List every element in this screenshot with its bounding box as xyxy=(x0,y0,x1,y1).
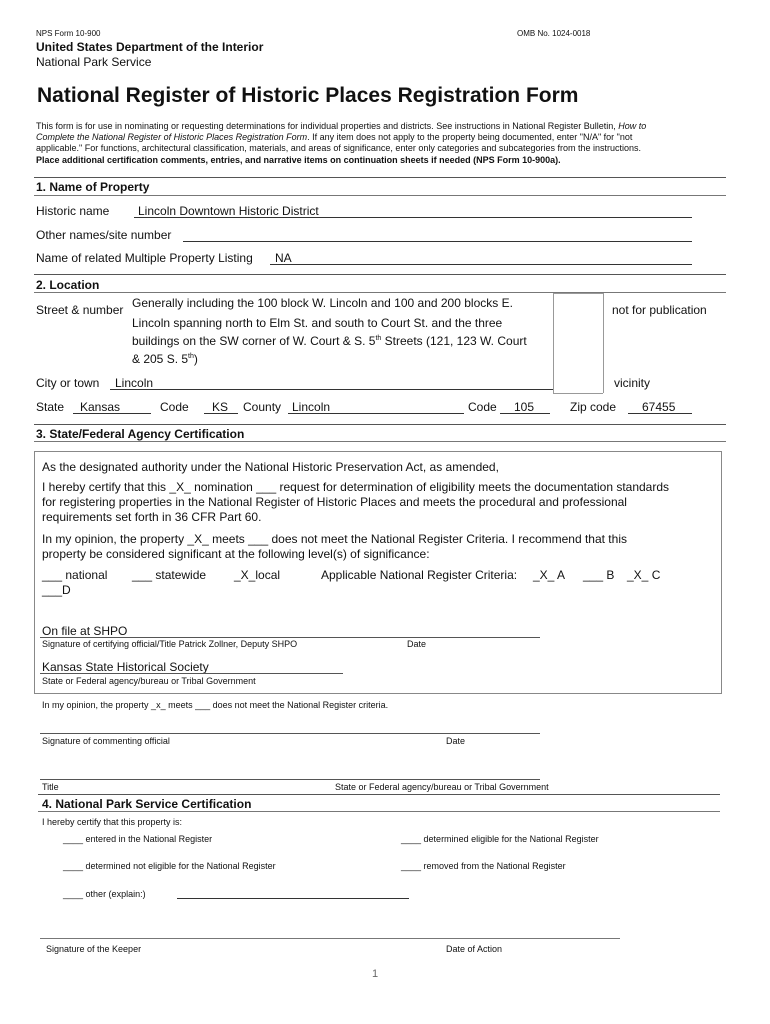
option-checkbox[interactable]: ____ xyxy=(63,861,84,871)
city-field[interactable]: Lincoln xyxy=(115,376,154,390)
criterion-label: B xyxy=(606,568,615,582)
criteria-label: Applicable National Register Criteria: xyxy=(321,568,518,582)
intro-line-1 xyxy=(36,121,646,131)
field-underline xyxy=(500,413,550,414)
opinion-line-1 xyxy=(42,532,627,546)
option-checkbox[interactable]: ____ xyxy=(63,889,84,899)
box-divider xyxy=(603,293,604,393)
superscript: th xyxy=(375,335,382,342)
option-entered[interactable] xyxy=(63,834,212,844)
level-label: statewide xyxy=(155,568,207,582)
page-number: 1 xyxy=(372,968,379,980)
level-local[interactable] xyxy=(234,568,280,582)
action-date-label: Date of Action xyxy=(446,944,503,954)
criterion-d[interactable] xyxy=(42,583,71,597)
agency-field[interactable]: Kansas State Historical Society xyxy=(42,660,209,674)
comment-opinion: In my opinion, the property _x_ meets ___ does not meet the National Register criteria. xyxy=(42,700,389,710)
nomination-checkbox[interactable]: _X_ xyxy=(169,480,191,494)
divider xyxy=(34,441,726,442)
service-name: National Park Service xyxy=(36,55,152,69)
certify-line-3: requirements set forth in 36 CFR Part 60. xyxy=(42,510,262,524)
option-other[interactable] xyxy=(63,889,146,899)
certify-text: I hereby certify that this xyxy=(42,480,170,494)
title-agency-label: State or Federal agency/bureau or Tribal Government xyxy=(335,782,549,792)
intro-text: . If any item does not apply to the property being documented, enter "N/A" for "not xyxy=(307,132,633,142)
level-checkbox[interactable]: _X_ xyxy=(234,568,256,582)
divider xyxy=(38,794,720,795)
department-name: United States Department of the Interior xyxy=(36,40,264,54)
box-divider xyxy=(553,393,603,394)
criterion-a[interactable] xyxy=(533,568,565,582)
level-national[interactable] xyxy=(42,568,107,582)
option-label: determined not eligible for the National Register xyxy=(85,861,276,871)
section-3-heading: 3. State/Federal Agency Certification xyxy=(36,427,245,441)
intro-line-2 xyxy=(36,132,632,142)
related-listing-label: Name of related Multiple Property Listing xyxy=(36,251,253,265)
form-number: NPS Form 10-900 xyxy=(36,29,101,38)
level-checkbox[interactable]: ___ xyxy=(132,568,153,582)
agency-line xyxy=(40,673,343,674)
comment-signature-line xyxy=(40,733,540,734)
signature-label: Signature of certifying official/Title Patrick Zollner, Deputy SHPO xyxy=(42,639,298,649)
certify-text: nomination ___ request for determination of eligibility meets the documentation standards xyxy=(190,480,670,494)
divider xyxy=(38,811,720,812)
intro-text: This form is for use in nominating or requesting determinations for individual properties and districts. See instructions in National Register Bulletin, xyxy=(36,121,619,131)
city-label: City or town xyxy=(36,376,100,390)
field-underline xyxy=(288,413,464,414)
omb-number: OMB No. 1024-0018 xyxy=(517,29,591,38)
option-not-eligible[interactable] xyxy=(63,861,276,871)
field-underline xyxy=(204,413,238,414)
level-label: local xyxy=(255,568,281,582)
field-underline xyxy=(73,413,151,414)
title-label: Title xyxy=(42,782,59,792)
divider xyxy=(34,292,726,293)
keeper-signature-line xyxy=(40,938,620,939)
option-label: determined eligible for the National Register xyxy=(423,834,599,844)
other-names-label: Other names/site number xyxy=(36,228,172,242)
divider xyxy=(34,195,726,196)
opinion-text: In my opinion, the property xyxy=(42,532,188,546)
county-label: County xyxy=(243,400,282,414)
section-2-heading: 2. Location xyxy=(36,278,100,292)
agency-label: State or Federal agency/bureau or Tribal Government xyxy=(42,676,256,686)
nps-certify-text: I hereby certify that this property is: xyxy=(42,817,183,827)
zip-field[interactable]: 67455 xyxy=(642,400,676,414)
field-underline xyxy=(134,217,692,218)
field-underline xyxy=(628,413,692,414)
divider xyxy=(34,424,726,425)
historic-name-field[interactable]: Lincoln Downtown Historic District xyxy=(138,204,319,218)
street-line-4[interactable] xyxy=(132,352,198,366)
option-checkbox[interactable]: ____ xyxy=(63,834,84,844)
divider xyxy=(34,274,726,275)
box-divider xyxy=(553,293,554,393)
superscript: th xyxy=(188,353,194,360)
level-checkbox[interactable]: ___ xyxy=(42,568,63,582)
title-line xyxy=(40,779,540,780)
signature-field[interactable]: On file at SHPO xyxy=(42,624,128,638)
criterion-label: A xyxy=(557,568,566,582)
criterion-checkbox[interactable]: ___ xyxy=(42,583,63,597)
county-field[interactable]: Lincoln xyxy=(292,400,331,414)
certify-line-2: for registering properties in the National Register of Historic Places and meets the procedural and professional xyxy=(42,495,627,509)
state-code-field[interactable]: KS xyxy=(212,400,229,414)
option-removed[interactable] xyxy=(401,861,566,871)
divider xyxy=(34,177,726,178)
option-checkbox[interactable]: ____ xyxy=(401,861,422,871)
street-text: & 205 S. 5 xyxy=(132,352,189,366)
intro-italic: How to xyxy=(618,121,647,131)
historic-name-label: Historic name xyxy=(36,204,110,218)
street-line-3[interactable] xyxy=(132,334,527,348)
option-eligible[interactable] xyxy=(401,834,599,844)
opinion-line-2: property be considered significant at the following level(s) of significance: xyxy=(42,547,430,561)
street-text: ) xyxy=(193,352,198,366)
meets-checkbox[interactable]: _X_ xyxy=(187,532,209,546)
level-label: national xyxy=(65,568,108,582)
intro-line-4: Place additional certification comments, entries, and narrative items on continuation sheets if needed (NPS Form 10-900a). xyxy=(36,155,561,165)
state-label: State xyxy=(36,400,65,414)
street-text: Streets (121, 123 W. Court xyxy=(381,334,527,348)
comment-signature-label: Signature of commenting official xyxy=(42,736,170,746)
street-line-1[interactable]: Generally including the 100 block W. Lincoln and 100 and 200 blocks E. xyxy=(132,296,513,310)
criterion-checkbox[interactable]: _X_ xyxy=(627,568,649,582)
criterion-label: D xyxy=(62,583,71,597)
date-label: Date xyxy=(407,639,427,649)
not-for-publication-label: not for publication xyxy=(612,303,707,317)
county-code-field[interactable]: 105 xyxy=(514,400,535,414)
criterion-label: C xyxy=(651,568,661,582)
criterion-checkbox[interactable]: ___ xyxy=(583,568,604,582)
keeper-signature-label: Signature of the Keeper xyxy=(46,944,142,954)
zip-label: Zip code xyxy=(570,400,617,414)
state-field[interactable]: Kansas xyxy=(80,400,121,414)
state-code-label: Code xyxy=(160,400,189,414)
option-label: other (explain:) xyxy=(85,889,146,899)
criterion-checkbox[interactable]: _X_ xyxy=(533,568,555,582)
opinion-text: meets ___ does not meet the National Register Criteria. I recommend that this xyxy=(208,532,627,546)
other-explain-line[interactable] xyxy=(177,898,409,899)
vicinity-label: vicinity xyxy=(614,376,651,390)
street-text: buildings on the SW corner of W. Court & S. 5 xyxy=(132,334,376,348)
option-label: entered in the National Register xyxy=(85,834,213,844)
field-underline xyxy=(183,241,692,242)
section-4-heading: 4. National Park Service Certification xyxy=(42,797,252,811)
intro-italic: Complete the National Register of Historic Places Registration Form xyxy=(36,132,308,142)
page-title: National Register of Historic Places Registration Form xyxy=(37,84,579,107)
comment-date-label: Date xyxy=(446,736,466,746)
criterion-b[interactable] xyxy=(583,568,614,582)
field-underline xyxy=(270,264,692,265)
level-statewide[interactable] xyxy=(132,568,206,582)
street-line-2[interactable]: Lincoln spanning north to Elm St. and south to Court St. and the three xyxy=(132,316,503,330)
box-divider xyxy=(553,293,603,294)
signature-line xyxy=(40,637,540,638)
authority-statement: As the designated authority under the National Historic Preservation Act, as amended, xyxy=(42,460,499,474)
county-code-label: Code xyxy=(468,400,497,414)
option-checkbox[interactable]: ____ xyxy=(401,834,422,844)
certify-line-1 xyxy=(42,480,669,494)
intro-line-3: applicable." For functions, architectural classification, materials, and areas of significance, enter only categories and subcategories from the instructions. xyxy=(36,143,641,153)
field-underline xyxy=(110,389,553,390)
criterion-c[interactable] xyxy=(627,568,660,582)
related-listing-field[interactable]: NA xyxy=(275,251,292,265)
street-label: Street & number xyxy=(36,303,124,317)
section-1-heading: 1. Name of Property xyxy=(36,180,150,194)
option-label: removed from the National Register xyxy=(423,861,566,871)
